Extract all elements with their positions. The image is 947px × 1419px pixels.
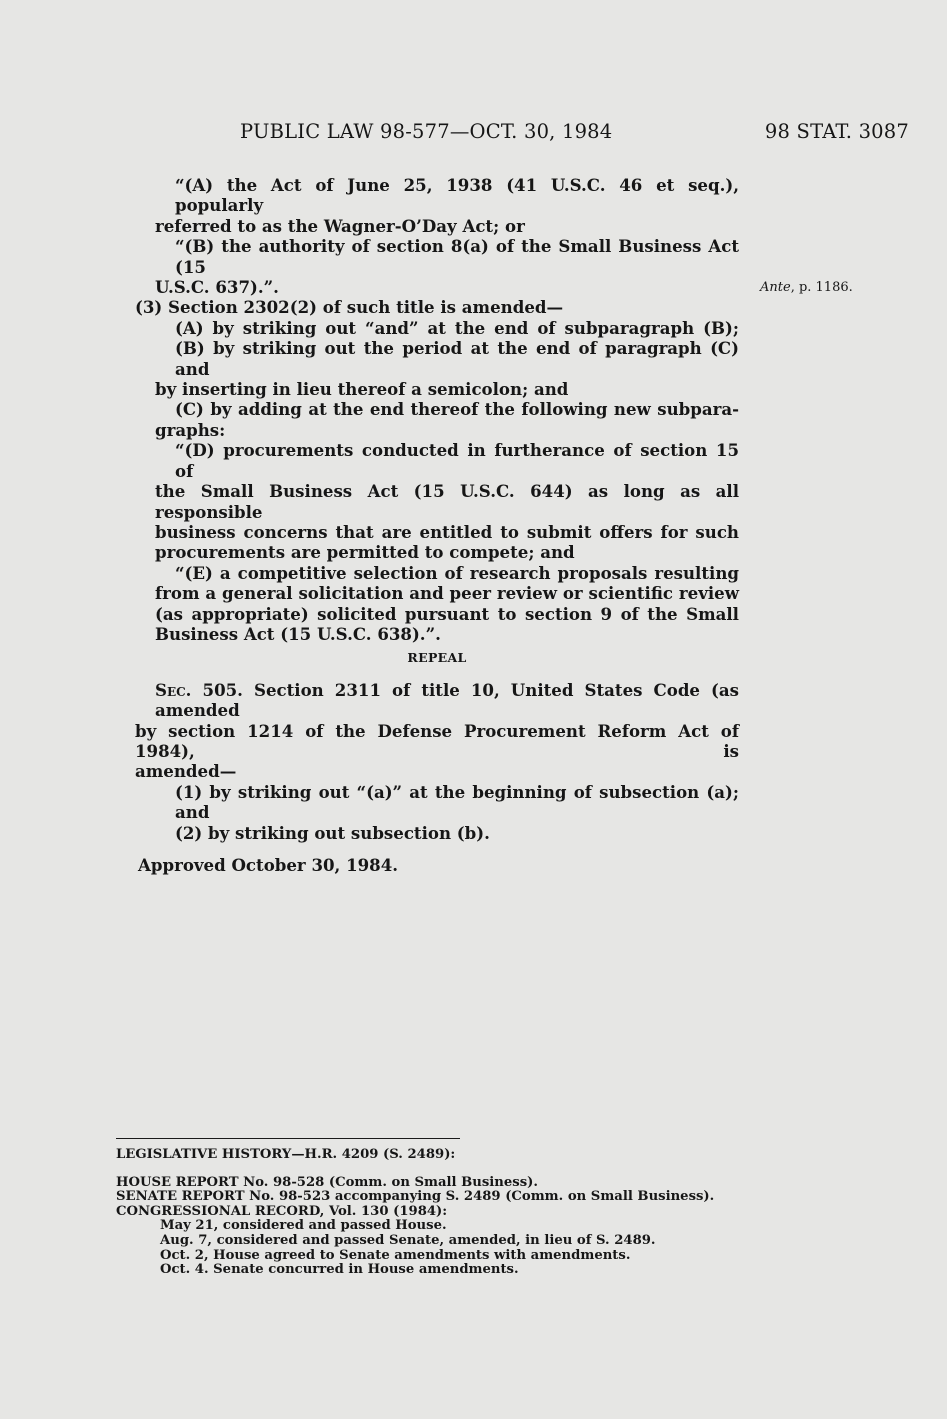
paragraph-3a: (A) by striking out “and” at the end of subparagraph (B); (175, 317, 739, 338)
section-505-line1 (135, 680, 739, 721)
footer-rule (116, 1138, 460, 1139)
paragraph-3c-line1: (C) by adding at the end thereof the following new subpara- (175, 399, 739, 420)
clause-b-line2: U.S.C. 637).”. (155, 277, 279, 298)
margin-note-rest: , p. 1186. (790, 280, 853, 295)
clause-e-line1: “(E) a competitive selection of research proposals resulting (175, 562, 739, 583)
clause-a-line2: referred to as the Wagner-O’Day Act; or (155, 215, 525, 236)
legislative-history (116, 1148, 766, 1278)
record-entry: May 21, considered and passed House. (160, 1218, 447, 1234)
clause-d-line2: the Small Business Act (15 U.S.C. 644) as long as all responsible (155, 481, 739, 522)
margin-note (760, 280, 853, 295)
clause-e-line3: (as appropriate) solicited pursuant to section 9 of the Small (155, 603, 739, 624)
paragraph-3b-line2: by inserting in lieu thereof a semicolon; and (155, 379, 569, 400)
section-505-line2: by section 1214 of the Defense Procurement Reform Act of 1984), is (135, 720, 739, 761)
section-505-item2: (2) by striking out subsection (b). (175, 822, 490, 843)
record-entry: Oct. 2, House agreed to Senate amendments with amendments. (160, 1247, 631, 1263)
page-header-title: PUBLIC LAW 98-577—OCT. 30, 1984 (240, 120, 613, 143)
paragraph-3c-line2: graphs: (155, 419, 226, 440)
clause-a-line1: “(A) the Act of June 25, 1938 (41 U.S.C. 46 et seq.), popularly (175, 175, 739, 216)
clause-d-line1: “(D) procurements conducted in furtherance of section 15 of (175, 440, 739, 481)
clause-d-line4: procurements are permitted to compete; and (155, 542, 575, 563)
page-header-stat: 98 STAT. 3087 (764, 120, 909, 143)
congressional-record: CONGRESSIONAL RECORD, Vol. 130 (1984): (116, 1203, 448, 1219)
repeal-heading: REPEAL (407, 650, 467, 666)
section-label: Sec. 505. (155, 679, 243, 700)
history-title: LEGISLATIVE HISTORY—H.R. 4209 (S. 2489): (116, 1147, 456, 1162)
body-text (135, 175, 739, 875)
margin-note-italic: Ante (760, 280, 791, 295)
section-505-line3: amended— (135, 761, 237, 782)
paragraph-3: (3) Section 2302(2) of such title is amended— (135, 297, 564, 318)
clause-b-line1: “(B) the authority of section 8(a) of the Small Business Act (15 (175, 236, 739, 277)
clause-d-line3: business concerns that are entitled to submit offers for such (155, 521, 739, 542)
section-505-item1: (1) by striking out “(a)” at the beginning of subsection (a); and (175, 781, 739, 823)
clause-e-line2: from a general solicitation and peer review or scientific review (155, 583, 739, 604)
senate-report: SENATE REPORT No. 98-523 accompanying S. 2489 (Comm. on Small Business). (116, 1189, 715, 1205)
house-report: HOUSE REPORT No. 98-528 (Comm. on Small Business). (116, 1174, 538, 1190)
approved-date: Approved October 30, 1984. (138, 855, 399, 875)
paragraph-3b-line1: (B) by striking out the period at the end of paragraph (C) and (175, 338, 739, 379)
section-505-text: Section 2311 of title 10, United States Code (as amended (155, 679, 739, 721)
clause-e-line4: Business Act (15 U.S.C. 638).”. (155, 623, 441, 644)
record-entry: Aug. 7, considered and passed Senate, amended, in lieu of S. 2489. (160, 1232, 656, 1248)
record-entry: Oct. 4. Senate concurred in House amendments. (160, 1262, 519, 1278)
